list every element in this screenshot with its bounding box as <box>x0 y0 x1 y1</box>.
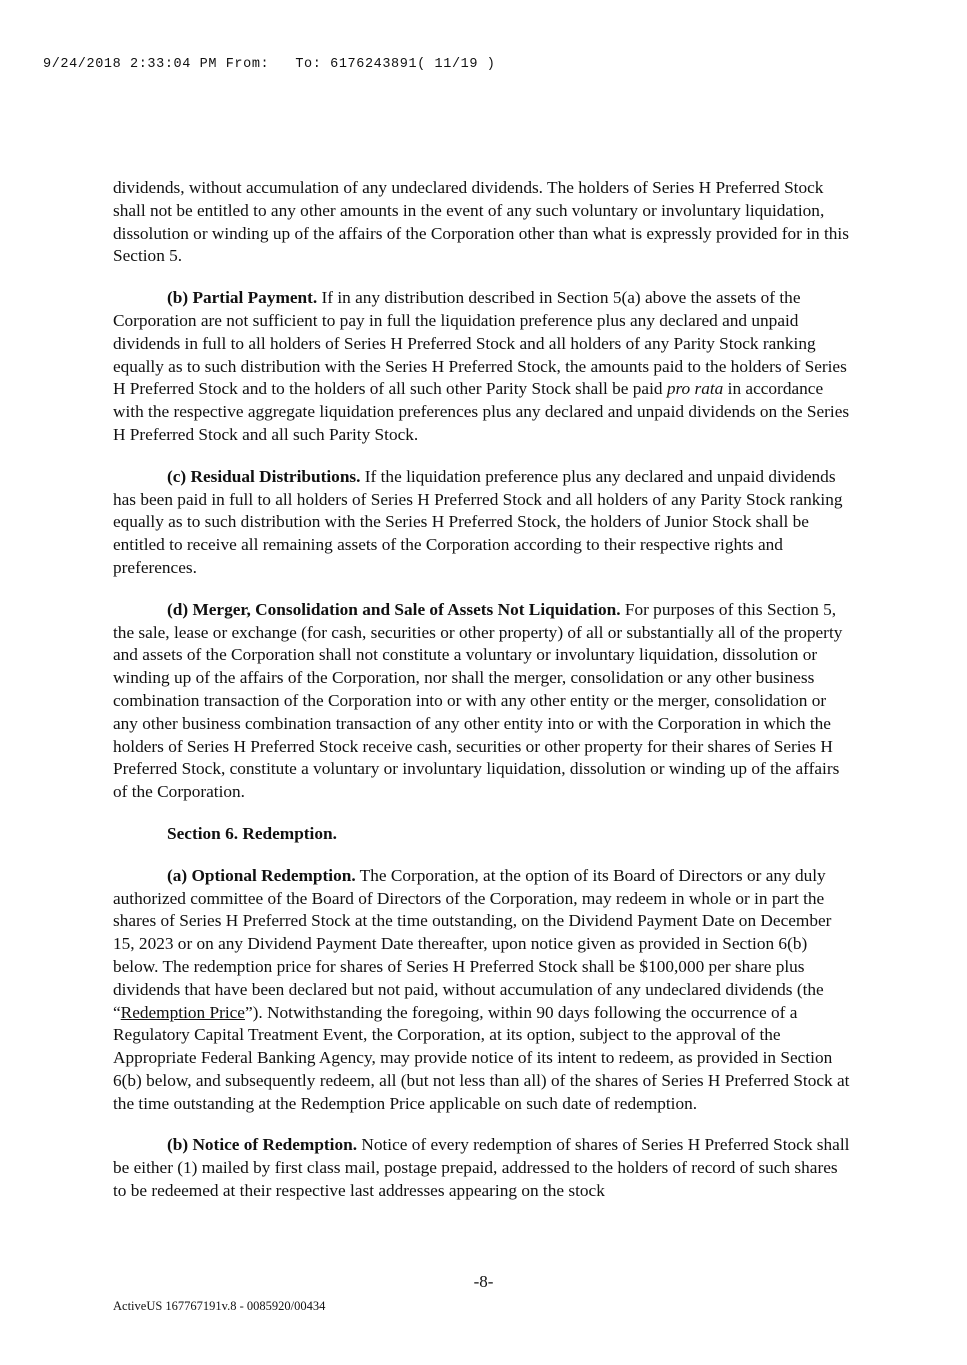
document-body <box>113 177 853 1222</box>
partial-payment-text-1: If in any distribution described in Section 5(a) above the assets of the Corporation are not sufficient to pay in full the liquidation preference plus any declared and unpaid dividends in full to all holders of Series H Preferred Stock and all holders of any Parity Stock ranking equally as to such distribution with the Series H Preferred Stock, the amounts paid to the holders of Series H Preferred Stock and to the holders of all such other Parity Stock shall be paid <box>113 288 847 399</box>
fax-header: 9/24/2018 2:33:04 PM From: To: 6176243891( 11/19 ) <box>43 57 496 72</box>
residual-distributions-text: If the liquidation preference plus any declared and unpaid dividends has been paid in full to all holders of Series H Preferred Stock and all holders of any Parity Stock ranking equally as to such distribution with the Series H Preferred Stock, the holders of Junior Stock shall be entitled to receive all remaining assets of the Corporation according to their respective rights and preferences. <box>113 466 843 577</box>
heading-optional-redemption: (a) Optional Redemption. <box>167 865 356 885</box>
heading-residual-distributions: (c) Residual Distributions. <box>167 466 361 486</box>
paragraph-notice-of-redemption <box>113 1134 853 1202</box>
optional-redemption-text-1: The Corporation, at the option of its Board of Directors or any duly authorized committee of the Board of Directors of the Corporation, may redeem in whole or in part the shares of Series H Preferred Stock at the time outstanding, on the Dividend Payment Date on December 15, 2023 or on any Dividend Payment Date thereafter, upon notice given as provided in Section 6(b) below. The redemption price for shares of Series H Preferred Stock shall be $100,000 per share plus dividends that have been declared but not paid, without accumulation of any undeclared dividends (the “ <box>113 865 832 1022</box>
optional-redemption-text-2: ”). Notwithstanding the foregoing, within 90 days following the occurrence of a Regulatory Capital Treatment Event, the Corporation, at its option, subject to the approval of the Appropriate Federal Banking Agency, may provide notice of its intent to redeem, as provided in Section 6(b) below, and subsequently redeem, all (but not less than all) of the shares of Series H Preferred Stock at the time outstanding at the Redemption Price applicable on such date of redemption. <box>113 1002 850 1113</box>
heading-notice-of-redemption: (b) Notice of Redemption. <box>167 1135 358 1155</box>
heading-merger-consolidation: (d) Merger, Consolidation and Sale of Assets Not Liquidation. <box>167 599 621 619</box>
paragraph-partial-payment <box>113 287 853 447</box>
notice-of-redemption-text: Notice of every redemption of shares of Series H Preferred Stock shall be either (1) mailed by first class mail, postage prepaid, addressed to the holders of record of such shares to be redeemed at their respective last addresses appearing on the stock <box>113 1135 850 1201</box>
paragraph-optional-redemption <box>113 865 853 1116</box>
merger-consolidation-text: For purposes of this Section 5, the sale, lease or exchange (for cash, securities or other property) of all or substantially all of the property and assets of the Corporation shall not constitute a voluntary or involuntary liquidation, dissolution or winding up of the affairs of the Corporation, nor shall the merger, consolidation or any other business combination transaction of the Corporation into or with any other entity or the merger, consolidation or any other business combination transaction of any other entity into or with the Corporation in which the holders of Series H Preferred Stock receive cash, securities or other property for their shares of Series H Preferred Stock, constitute a voluntary or involuntary liquidation, dissolution or winding up of the affairs of the Corporation. <box>113 599 843 802</box>
heading-partial-payment: (b) Partial Payment. <box>167 288 318 308</box>
defined-term-redemption-price: Redemption Price <box>120 1002 245 1022</box>
pro-rata-italic: pro rata <box>666 379 724 399</box>
paragraph-intro: dividends, without accumulation of any undeclared dividends. The holders of Series H Preferred Stock shall not be entitled to any other amounts in the event of any such voluntary or involuntary liquidation, dissolution or winding up of the affairs of the Corporation other than what is expressly provided for in this Section 5. <box>113 178 849 266</box>
paragraph-residual-distributions <box>113 466 853 580</box>
page-number: -8- <box>473 1272 494 1291</box>
document-id: ActiveUS 167767191v.8 - 0085920/00434 <box>113 1299 326 1313</box>
paragraph-merger-consolidation <box>113 599 853 804</box>
section-6-heading: Section 6. Redemption. <box>167 823 337 843</box>
partial-payment-text-2: in accordance with the respective aggregate liquidation preferences plus any declared and unpaid dividends on the Series H Preferred Stock and all such Parity Stock. <box>113 379 850 444</box>
